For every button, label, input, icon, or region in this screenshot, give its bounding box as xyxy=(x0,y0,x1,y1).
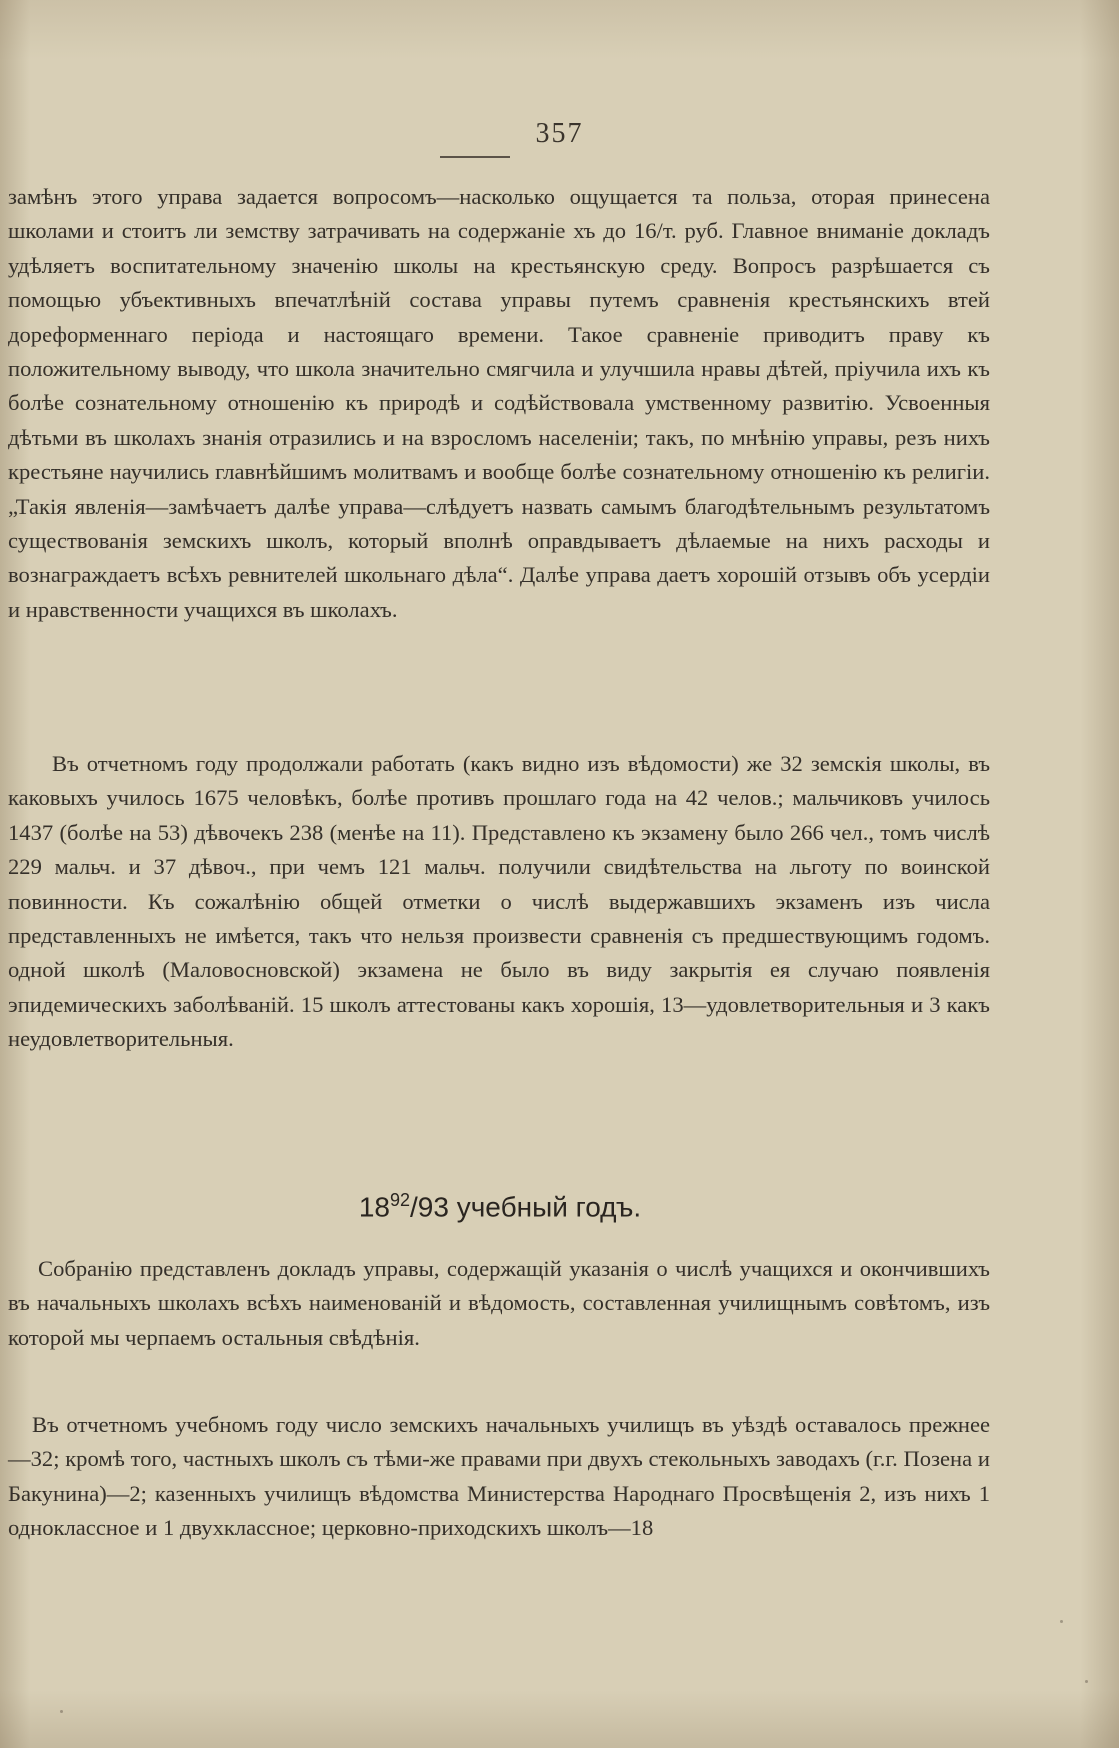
paper-speck xyxy=(1060,1620,1063,1623)
section-heading xyxy=(0,1190,1000,1223)
paper-speck xyxy=(1085,1680,1088,1683)
page-number: 357 xyxy=(535,118,584,149)
heading-year-superscript: 92 xyxy=(389,1190,411,1210)
paragraph-4: Въ отчетномъ учебномъ году число земскихъ начальныхъ училищъ въ уѣздѣ оставалось прежнее—32; кромѣ того, частныхъ школъ съ тѣми-же правами при двухъ стекольныхъ заводахъ (г.г. Позена и Бакунина)—2; казенныхъ училищъ вѣдомства Министерства Народнаго Просвѣщенія 2, изъ нихъ 1 одноклассное и 1 двухклассное; церковно-приходскихъ школъ—18 xyxy=(8,1412,990,1541)
heading-year: 18 xyxy=(358,1191,390,1223)
paragraph-1: замѣнъ этого управа задается вопросомъ—насколько ощущается та польза, оторая принесена школами и стоитъ ли земству затрачивать на содержаніе хъ до 16/т. руб. Главное вниманіе докладъ удѣляетъ воспитательному значенію школы на крестьянскую среду. Вопросъ разрѣшается съ помощью убъективныхъ впечатлѣній состава управы путемъ сравненія крестьянскихъ втей дореформеннаго періода и настоящаго времени. Такое сравненіе приводитъ праву къ положительному выводу, что школа значительно смягчила и улучшила нравы дѣтей, пріучила ихъ къ болѣе сознательному отношенію къ природѣ и содѣйствовала умственному развитію. Усвоенныя дѣтьми въ школахъ знанія отразились и на взросломъ населеніи; такъ, по мнѣнію управы, резъ нихъ крестьяне научились главнѣйшимъ молитвамъ и вообще болѣе сознательному отношенію къ религіи. „Такія явленія—замѣчаетъ далѣе управа—слѣдуетъ назвать самымъ благодѣтельнымъ результатомъ существованія земскихъ школъ, который вполнѣ оправдываетъ дѣлаемые на нихъ расходы и вознаграждаетъ всѣхъ ревнителей школьнаго дѣла“. Далѣе управа даетъ хорошій отзывъ объ усердіи и нравственности учащихся въ школахъ. xyxy=(8,184,990,622)
heading-title: /93 учебный годъ. xyxy=(410,1191,642,1223)
paper-speck xyxy=(60,1710,63,1713)
paragraph-2: Въ отчетномъ году продолжали работать (какъ видно изъ вѣдомости) же 32 земскія школы, въ каковыхъ училось 1675 человѣкъ, болѣе противъ прошлаго года на 42 челов.; мальчиковъ училось 1437 (болѣе на 53) дѣвочекъ 238 (менѣе на 11). Представлено къ экзамену было 266 чел., томъ числѣ 229 мальч. и 37 дѣвоч., при чемъ 121 мальч. получили свидѣтельства на льготу по воинской повинности. Къ сожалѣнію общей отметки о числѣ выдержавшихъ экзаменъ изъ числа представленныхъ не имѣется, такъ что нельзя произвести сравненія съ предшествующимъ годомъ. одной школѣ (Маловосновской) экзамена не было въ виду закрытія ея случаю появленія эпидемическихъ заболѣваній. 15 школъ аттестованы какъ хорошія, 13—удовлетворительныя и 3 какъ неудовлетворительныя. xyxy=(8,751,990,1052)
paragraph-3: Собранію представленъ докладъ управы, содержащій указанія о числѣ учащихся и окончившихъ въ начальныхъ школахъ всѣхъ наименованій и вѣдомость, составленная училищнымъ совѣтомъ, изъ которой мы черпаемъ остальныя свѣдѣнія. xyxy=(8,1256,990,1350)
page-number-rule xyxy=(440,156,510,158)
